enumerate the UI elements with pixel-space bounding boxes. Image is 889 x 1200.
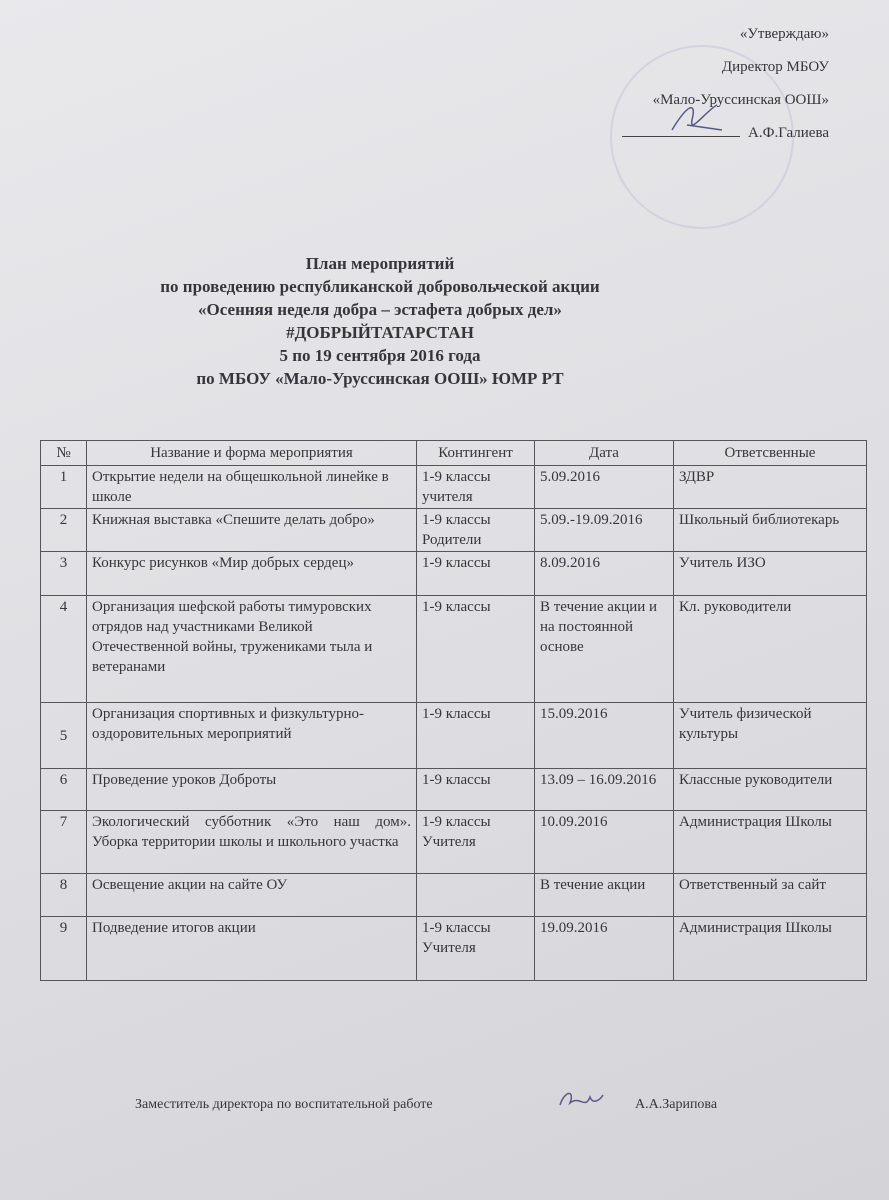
title-line: по МБОУ «Мало-Уруссинская ООШ» ЮМР РТ [196,369,564,388]
cell-event-name: Организация спортивных и физкультурно-оздоровительных мероприятий [87,703,417,769]
footer-position: Заместитель директора по воспитательной работе [135,1097,433,1112]
table-row [41,769,867,811]
cell-responsible: Кл. руководители [674,596,867,703]
cell-event-name: Проведение уроков Доброты [87,769,417,811]
cell-date: 5.09.2016 [535,466,674,509]
cell-num: 5 [41,703,87,769]
cell-responsible: Классные руководители [674,769,867,811]
cell-contingent: 1-9 классы учителя [417,466,535,509]
header-num: № [41,441,87,466]
header-contingent: Контингент [417,441,535,466]
cell-num: 9 [41,917,87,981]
director-signature [622,122,740,137]
cell-num: 1 [41,466,87,509]
approval-block [622,18,829,150]
header-date: Дата [535,441,674,466]
cell-date: В течение акции [535,874,674,917]
cell-date: 13.09 – 16.09.2016 [535,769,674,811]
approval-line1: «Утверждаю» [739,26,829,42]
table-row [41,552,867,596]
cell-num: 2 [41,509,87,552]
title-hashtag: #ДОБРЫЙТАТАРСТАН [286,323,474,342]
cell-event-name: Экологический субботник «Это наш дом». Уборка территории школы и школьного участка [87,811,417,874]
cell-responsible: Учитель физической культуры [674,703,867,769]
title-line: по проведению республиканской добровольческой акции [160,277,600,296]
cell-contingent [417,874,535,917]
cell-responsible: Ответственный за сайт [674,874,867,917]
cell-responsible: Администрация Школы [674,917,867,981]
cell-date: В течение акции и на постоянной основе [535,596,674,703]
director-name: А.Ф.Галиева [748,125,829,141]
cell-responsible: Учитель ИЗО [674,552,867,596]
cell-contingent: 1-9 классы [417,769,535,811]
header-responsible: Ответсвенные [674,441,867,466]
cell-event-name: Открытие недели на общешкольной линейке в школе [87,466,417,509]
events-table [40,440,867,981]
cell-responsible: Администрация Школы [674,811,867,874]
approval-line3: «Мало-Уруссинская ООШ» [652,92,829,108]
cell-num: 6 [41,769,87,811]
table-header [41,441,867,466]
cell-date: 8.09.2016 [535,552,674,596]
cell-event-name: Освещение акции на сайте ОУ [87,874,417,917]
cell-event-name: Подведение итогов акции [87,917,417,981]
cell-num: 3 [41,552,87,596]
cell-date: 5.09.-19.09.2016 [535,509,674,552]
table-row [41,811,867,874]
header-name: Название и форма мероприятия [87,441,417,466]
cell-contingent: 1-9 классы [417,552,535,596]
table-row [41,509,867,552]
table-row [41,596,867,703]
deputy-signature [555,1085,605,1115]
footer-name: А.А.Зарипова [635,1097,718,1112]
table-row [41,703,867,769]
cell-contingent: 1-9 классы [417,703,535,769]
approval-line2: Директор МБОУ [721,59,829,75]
cell-num: 4 [41,596,87,703]
cell-num: 7 [41,811,87,874]
document-title [0,252,760,390]
cell-date: 19.09.2016 [535,917,674,981]
cell-contingent: 1-9 классы Учителя [417,811,535,874]
cell-event-name: Организация шефской работы тимуровских отрядов над участниками Великой Отечественной войны, тружениками тыла и ветеранами [87,596,417,703]
footer [135,1097,718,1113]
cell-date: 15.09.2016 [535,703,674,769]
cell-event-name: Конкурс рисунков «Мир добрых сердец» [87,552,417,596]
cell-responsible: ЗДВР [674,466,867,509]
cell-responsible: Школьный библиотекарь [674,509,867,552]
title-line: План мероприятий [305,254,455,273]
table-row [41,874,867,917]
cell-event-name: Книжная выставка «Спешите делать добро» [87,509,417,552]
title-dates: 5 по 19 сентября 2016 года [279,346,481,365]
cell-contingent: 1-9 классы [417,596,535,703]
cell-date: 10.09.2016 [535,811,674,874]
cell-contingent: 1-9 классы Учителя [417,917,535,981]
table-row [41,917,867,981]
table-row [41,466,867,509]
title-line: «Осенняя неделя добра – эстафета добрых дел» [198,300,562,319]
cell-contingent: 1-9 классы Родители [417,509,535,552]
cell-num: 8 [41,874,87,917]
